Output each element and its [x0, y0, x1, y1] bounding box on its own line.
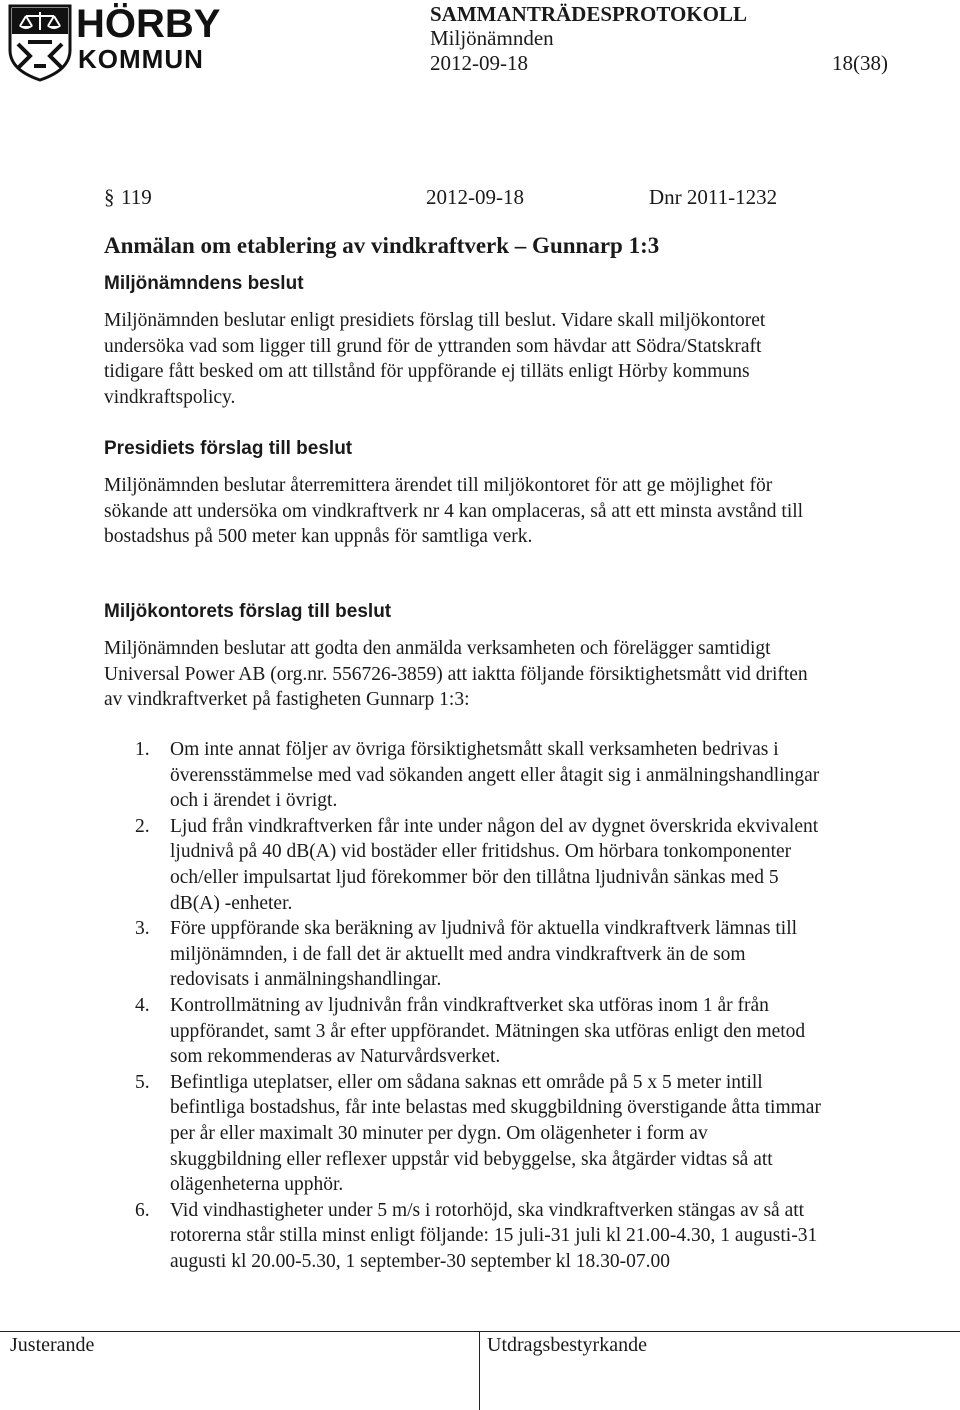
list-number: 2. — [135, 815, 150, 837]
certification-label: Utdragsbestyrkande — [487, 1334, 647, 1356]
list-number: 6. — [135, 1199, 150, 1221]
list-item-text: Kontrollmätning av ljudnivån från vindkraftverket ska utföras inom 1 år från uppförandet, samt 3 år efter uppförandet. Mätningen ska utföras enligt den metod som rekommenderas av Naturvårdsverket. — [170, 994, 806, 1068]
list-item — [104, 993, 824, 1070]
list-item — [104, 1198, 824, 1275]
meeting-date: 2012-09-18 — [430, 51, 528, 75]
adjuster-label: Justerande — [10, 1334, 95, 1356]
presidium-heading: Presidiets förslag till beslut — [104, 438, 353, 459]
logo-name: HÖRBY — [76, 2, 221, 46]
footer-divider-line — [0, 1331, 960, 1332]
precaution-list — [104, 737, 824, 1274]
list-number: 5. — [135, 1071, 150, 1093]
municipality-logo — [8, 2, 221, 82]
office-text: Miljönämnden beslutar att godta den anmälda verksamheten och förelägger samtidigt Universal Power AB (org.nr. 556726-3859) att iaktta följande försiktighetsmått vid driften av vindkraftverket på fastigheten Gunnarp 1:3: — [104, 638, 808, 711]
footer-column-divider — [479, 1331, 480, 1410]
document-title: SAMMANTRÄDESPROTOKOLL — [430, 2, 747, 26]
list-item-text: Före uppförande ska beräkning av ljudnivå för aktuella vindkraftverk lämnas till miljönämnden, i de fall det är aktuellt med andra vindkraftverk än de som redovisats i anmälningshandlingar. — [170, 918, 798, 991]
list-number: 1. — [135, 739, 150, 760]
list-number: 3. — [135, 918, 150, 940]
office-heading: Miljökontorets förslag till beslut — [104, 601, 392, 622]
list-item-text: Befintliga uteplatser, eller om sådana saknas ett område på 5 x 5 meter intill befintliga bostadshus, får inte belastas med skuggbildning överstigande åtta timmar per år eller maximalt 30 minuter per dygn. Om olägenheter i form av skuggbildning eller reflexer uppstår vid bebyggelse, ska åtgärder vidtas så att olägenheterna upphör. — [170, 1071, 821, 1196]
paragraph-date: 2012-09-18 — [426, 185, 524, 209]
list-item — [104, 737, 824, 814]
paragraph-number: 119 — [121, 185, 152, 209]
list-item-text: Vid vindhastigheter under 5 m/s i rotorhöjd, ska vindkraftverken stängas av så att rotorerna står stilla minst enligt följande: 15 juli-31 juli kl 21.00-4.30, 1 augusti-31 augusti kl 20.00-5.30, 1 september-30 september kl 18.30-07.00 — [170, 1199, 818, 1272]
board-name: Miljönämnden — [430, 26, 554, 50]
list-item-text: Om inte annat följer av övriga försiktighetsmått skall verksamheten bedrivas i överensstämmelse med vad sökanden angett eller åtagit sig i anmälningshandlingar och i ärendet i övrigt. — [170, 739, 820, 812]
list-item — [104, 916, 824, 993]
section-sign: § — [104, 185, 115, 209]
scales-of-justice-icon — [8, 4, 72, 82]
list-number: 4. — [135, 994, 150, 1016]
list-item — [104, 814, 824, 916]
case-number: Dnr 2011-1232 — [649, 185, 778, 209]
presidium-text: Miljönämnden beslutar återremittera ärendet till miljökontoret för att ge möjlighet för sökande att undersöka om vindkraftverk nr 4 kan omplaceras, så att ett minsta avstånd till bostadshus på 500 meter kan uppnås för samtliga verk. — [104, 475, 804, 548]
decision-heading: Miljönämndens beslut — [104, 273, 304, 294]
case-title: Anmälan om etablering av vindkraftverk – Gunnarp 1:3 — [104, 233, 660, 258]
logo-subtitle: KOMMUN — [78, 44, 204, 74]
list-item — [104, 1070, 824, 1198]
list-item-text: Ljud från vindkraftverken får inte under någon del av dygnet överskrida ekvivalent ljudnivå på 40 dB(A) vid bostäder eller fritidshus. Om hörbara tonkomponenter och/eller impulsartat ljud förekommer bör den tillåtna ljudnivån sänkas med 5 dB(A) -enheter. — [170, 815, 819, 914]
decision-text: Miljönämnden beslutar enligt presidiets förslag till beslut. Vidare skall miljökontoret undersöka vad som ligger till grund för de yttranden som hävdar att Södra/Statskraft tidigare fått besked om att tillstånd för uppförande ej tilläts enligt Hörby kommuns vindkraftspolicy. — [104, 310, 766, 408]
page-number: 18(38) — [832, 51, 888, 75]
